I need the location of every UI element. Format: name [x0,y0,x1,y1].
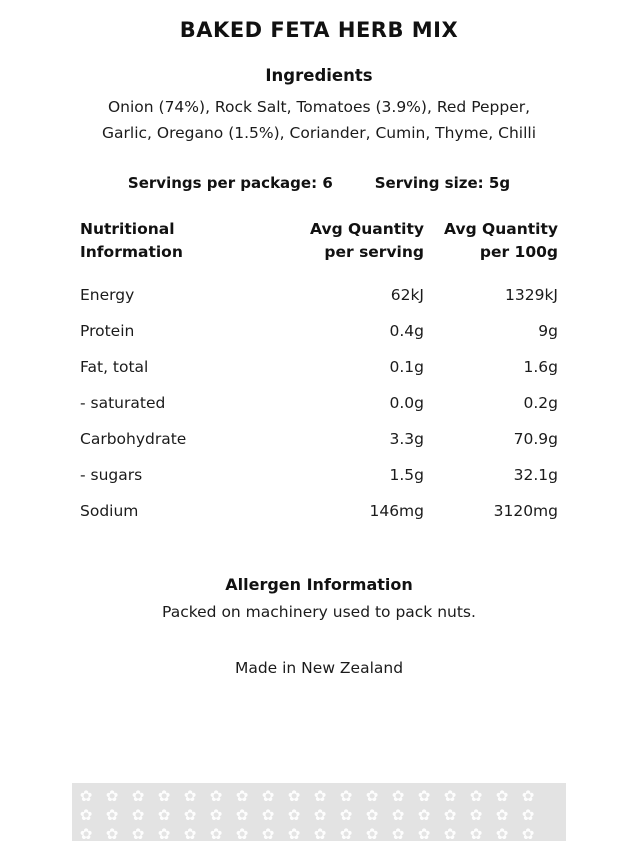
flower-icon: ✿ [105,806,119,824]
row-name: Carbohydrate [80,430,187,449]
flower-icon: ✿ [339,825,353,843]
flower-icon: ✿ [521,806,535,824]
allergen-heading: Allergen Information [225,575,413,595]
flower-icon: ✿ [417,825,431,843]
flower-icon: ✿ [443,787,457,805]
flower-icon: ✿ [365,806,379,824]
column-header-per-100g [424,218,558,277]
table-row [80,385,558,421]
flower-icon: ✿ [79,806,93,824]
flower-icon: ✿ [495,806,509,824]
flower-icon: ✿ [261,787,275,805]
flower-icon: ✿ [391,787,405,805]
flower-icon: ✿ [495,787,509,805]
flower-icon: ✿ [443,806,457,824]
serving-size [375,174,510,192]
flower-icon: ✿ [339,806,353,824]
flower-icon: ✿ [79,844,93,862]
table-row [80,313,558,349]
flower-icon: ✿ [495,825,509,843]
flower-icon: ✿ [313,787,327,805]
flower-icon: ✿ [157,825,171,843]
flower-icon: ✿ [235,787,249,805]
flower-icon: ✿ [157,787,171,805]
flower-icon: ✿ [287,825,301,843]
row-name: - sugars [80,466,143,485]
servings-per-package-label: Servings per package: [127,174,318,193]
page-title: BAKED FETA HERB MIX [179,18,459,42]
flower-icon: ✿ [183,787,197,805]
flower-icon: ✿ [79,787,93,805]
ingredients-text: Onion (74%), Rock Salt, Tomatoes (3.9%), Red Pepper, Garlic, Oregano (1.5%), Coriander, Cumin, Thyme, Chilli [102,98,536,142]
flower-icon: ✿ [157,806,171,824]
ingredients-heading: Ingredients [265,66,373,85]
flower-icon: ✿ [365,787,379,805]
row-name: - saturated [80,394,166,413]
flower-icon: ✿ [183,806,197,824]
column-header-per-100g-line2: per 100g [479,242,558,261]
flower-icon: ✿ [235,806,249,824]
flower-icon: ✿ [131,825,145,843]
flower-icon: ✿ [105,825,119,843]
row-per-serving: 0.4g [389,322,424,341]
table-row [80,277,558,313]
footer-decorative-band [72,783,566,862]
table-row [80,493,558,529]
row-name: Energy [80,286,135,305]
row-per-serving: 146mg [369,502,424,521]
flower-icon: ✿ [105,844,119,862]
servings-per-package [128,174,333,192]
nutrition-table-body [80,277,558,529]
flower-icon: ✿ [313,806,327,824]
column-header-per-serving [290,218,424,277]
flower-icon: ✿ [417,787,431,805]
allergen-text: Packed on machinery used to pack nuts. [162,603,476,622]
flower-icon: ✿ [235,825,249,843]
flower-icon: ✿ [521,787,535,805]
column-header-information-line1: Nutritional [80,220,175,239]
row-per-serving: 1.5g [389,466,424,485]
flower-icon: ✿ [105,787,119,805]
origin-text: Made in New Zealand [234,659,404,678]
flower-icon: ✿ [469,825,483,843]
table-header-row [80,218,558,277]
row-per-serving: 0.0g [389,394,424,413]
table-row [80,421,558,457]
flower-motif-pattern [72,783,566,867]
row-name: Protein [80,322,135,341]
flower-icon: ✿ [157,844,171,862]
nutrition-table-head [80,218,558,277]
flower-icon: ✿ [209,844,223,862]
flower-icon: ✿ [209,825,223,843]
row-name: Fat, total [80,358,149,377]
flower-icon: ✿ [131,806,145,824]
flower-icon: ✿ [287,806,301,824]
row-per-100g: 1329kJ [505,286,558,305]
flower-icon: ✿ [209,806,223,824]
flower-icon: ✿ [391,806,405,824]
serving-size-value: 5g [488,174,511,193]
flower-icon: ✿ [339,787,353,805]
flower-icon: ✿ [209,787,223,805]
servings-row [0,174,638,192]
row-per-100g: 3120mg [493,502,558,521]
flower-icon: ✿ [469,787,483,805]
row-per-100g: 70.9g [513,430,558,449]
flower-icon: ✿ [261,806,275,824]
flower-icon: ✿ [469,806,483,824]
row-per-serving: 0.1g [389,358,424,377]
flower-icon: ✿ [287,787,301,805]
column-header-per-100g-line1: Avg Quantity [444,220,558,239]
column-header-per-serving-line1: Avg Quantity [310,220,424,239]
flower-icon: ✿ [391,825,405,843]
servings-per-package-value: 6 [322,174,333,193]
nutrition-table [80,218,558,529]
row-per-100g: 9g [538,322,558,341]
flower-icon: ✿ [79,825,93,843]
flower-icon: ✿ [183,825,197,843]
row-per-100g: 32.1g [513,466,558,485]
nutrition-label [0,18,638,862]
row-name: Sodium [80,502,139,521]
flower-icon: ✿ [417,806,431,824]
flower-icon: ✿ [365,825,379,843]
column-header-information [80,218,290,277]
column-header-information-line2: Information [80,242,183,261]
row-per-serving: 3.3g [389,430,424,449]
row-per-serving: 62kJ [390,286,424,305]
flower-icon: ✿ [521,825,535,843]
flower-icon: ✿ [443,825,457,843]
flower-icon: ✿ [131,844,145,862]
serving-size-label: Serving size: [374,174,484,193]
table-row [80,349,558,385]
column-header-per-serving-line2: per serving [324,242,424,261]
flower-icon: ✿ [183,844,197,862]
row-per-100g: 1.6g [523,358,558,377]
flower-icon: ✿ [261,825,275,843]
table-row [80,457,558,493]
flower-icon: ✿ [313,825,327,843]
row-per-100g: 0.2g [523,394,558,413]
flower-icon: ✿ [131,787,145,805]
